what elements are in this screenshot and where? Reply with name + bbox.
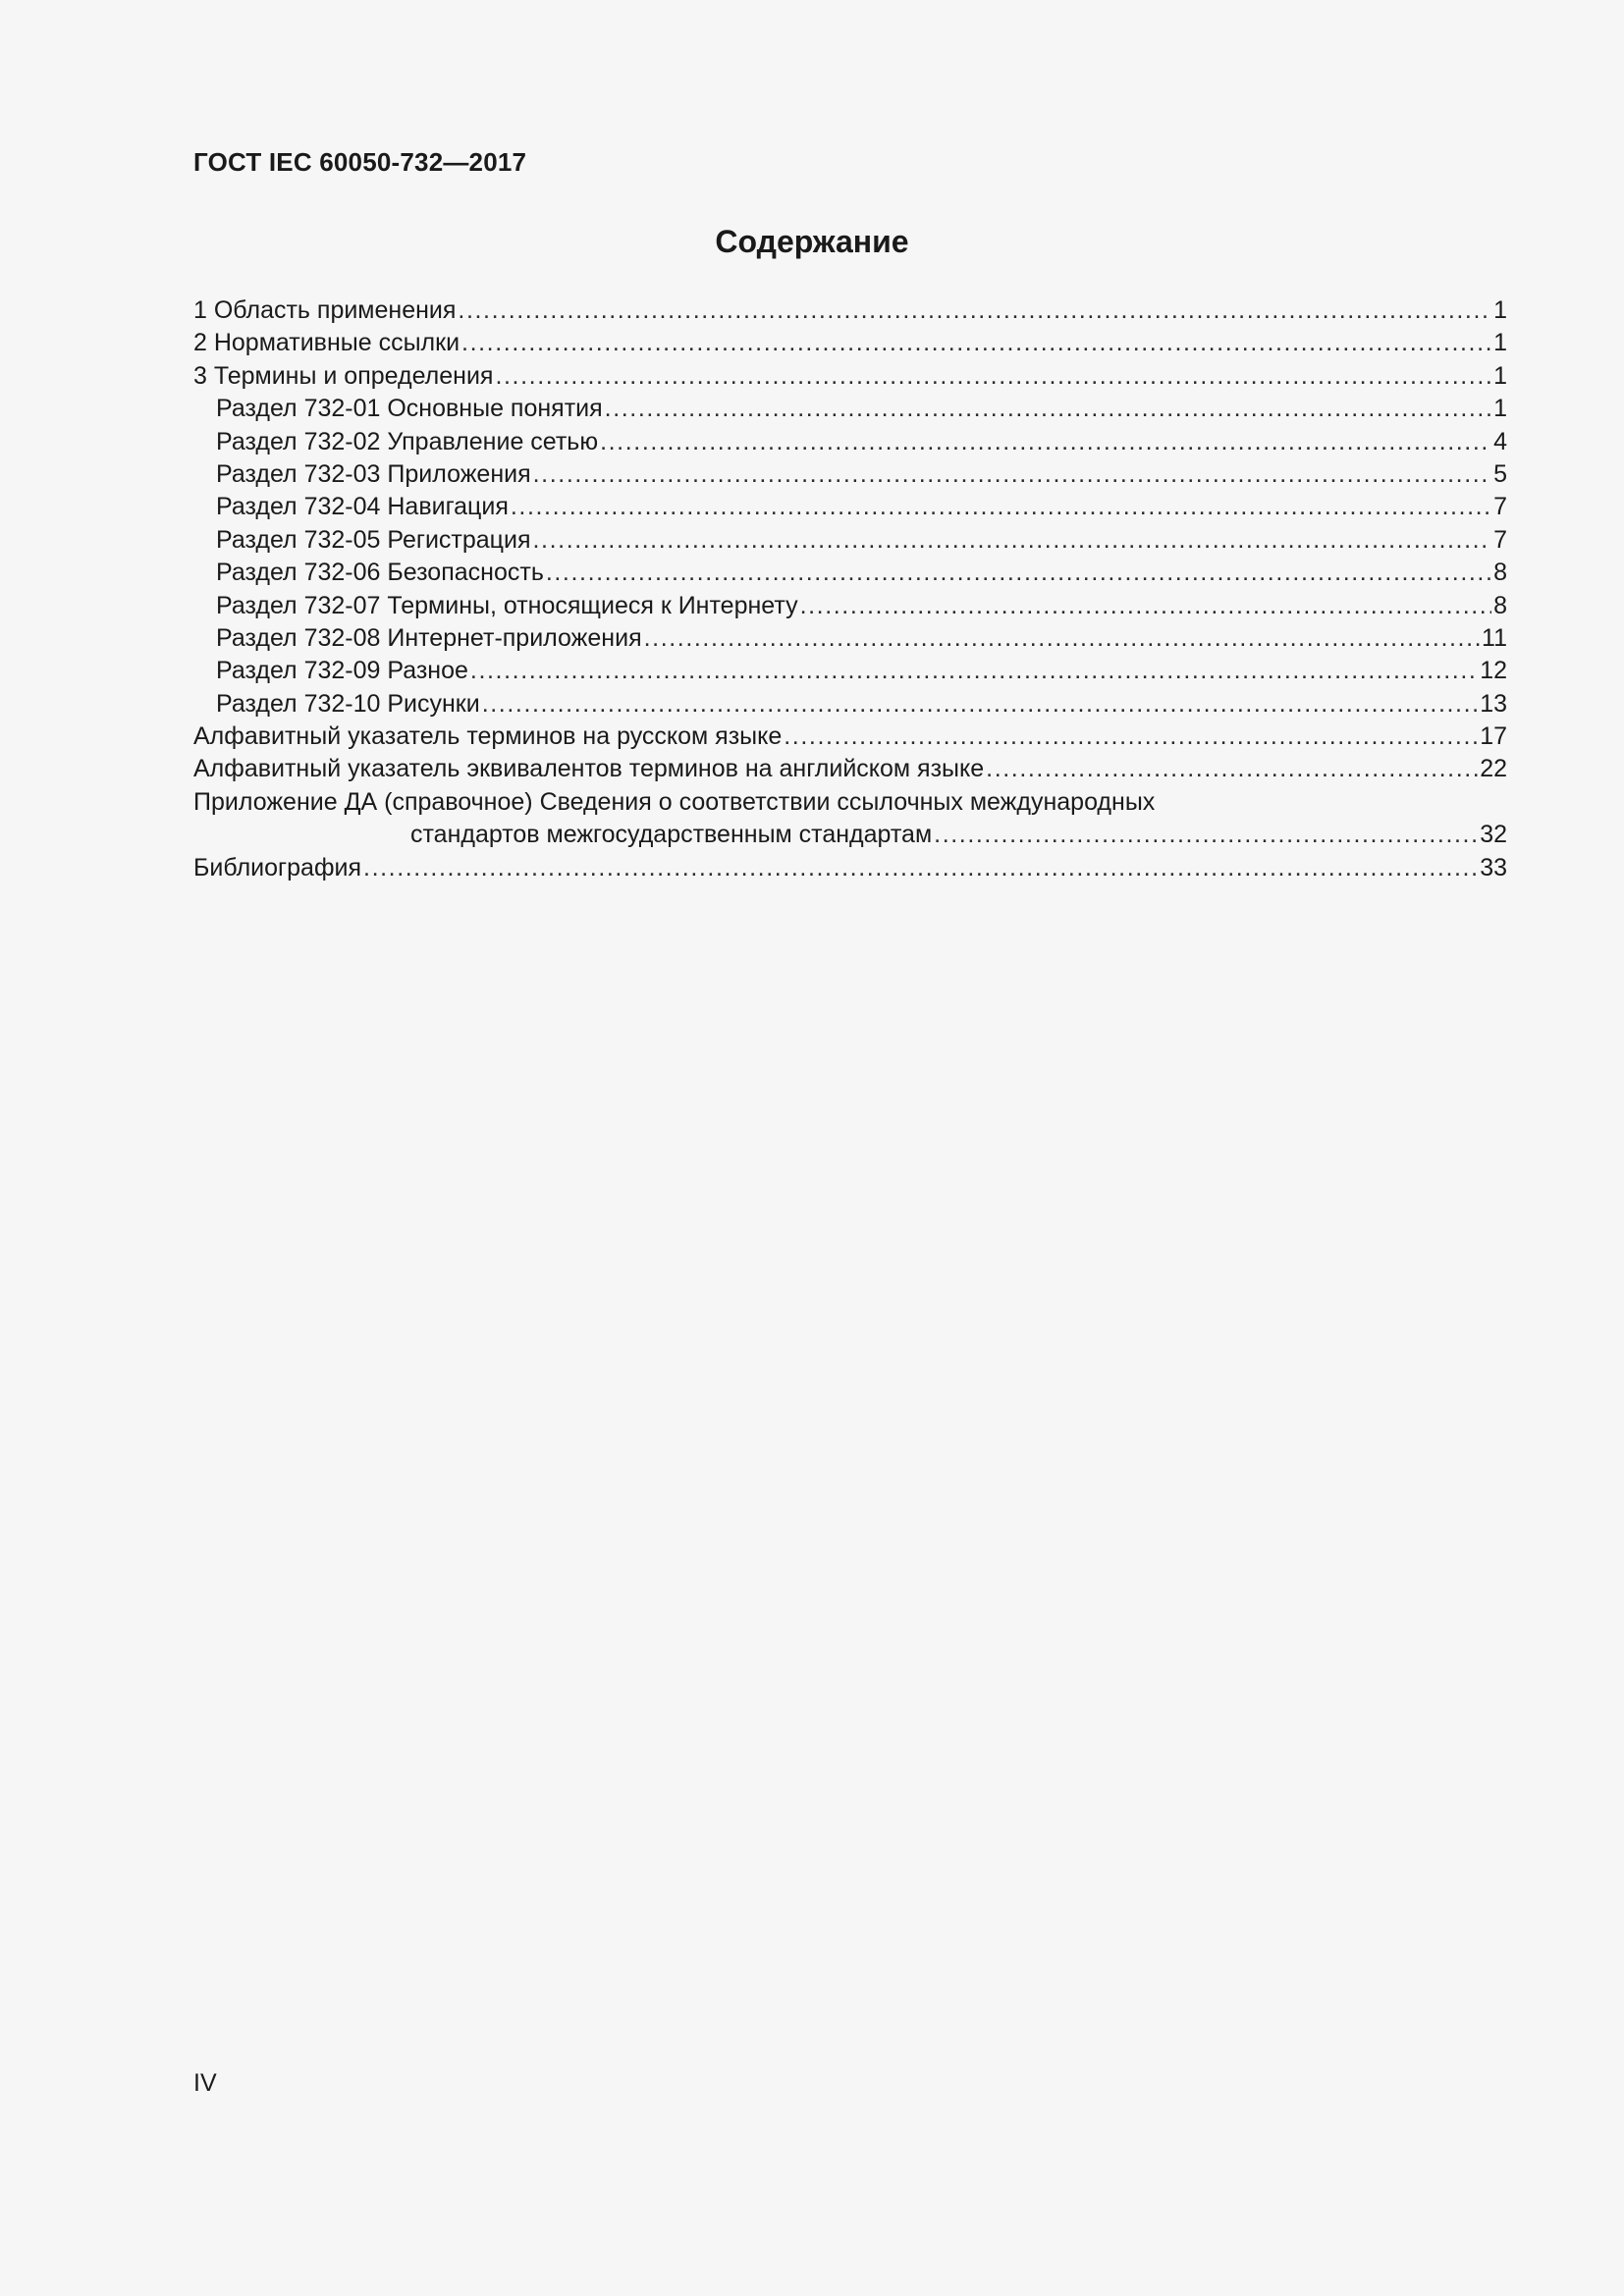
- toc-entry[interactable]: [193, 852, 1507, 884]
- toc-entry[interactable]: [193, 294, 1507, 327]
- leader-dots: [605, 393, 1491, 425]
- toc-entry-page: 1: [1493, 395, 1507, 423]
- leader-dots: [533, 524, 1492, 557]
- table-of-contents: [193, 294, 1507, 884]
- leader-dots: [800, 590, 1492, 622]
- toc-entry-page: 7: [1493, 493, 1507, 521]
- toc-entry[interactable]: [193, 655, 1507, 687]
- toc-entry[interactable]: [193, 426, 1507, 458]
- toc-entry-page: 13: [1480, 689, 1507, 718]
- toc-entry-label: Раздел 732-07 Термины, относящиеся к Интернету: [216, 591, 798, 619]
- leader-dots: [784, 721, 1478, 753]
- leader-dots: [533, 458, 1491, 491]
- leader-dots: [986, 753, 1478, 785]
- toc-entry-label: 2 Нормативные ссылки: [193, 329, 460, 357]
- page-number: IV: [193, 2069, 217, 2097]
- toc-entry-label: Раздел 732-02 Управление сетью: [216, 427, 599, 455]
- toc-entry-page: 1: [1493, 329, 1507, 357]
- toc-entry[interactable]: [193, 721, 1507, 753]
- toc-entry-page: 17: [1480, 722, 1507, 751]
- toc-entry-page: 5: [1493, 459, 1507, 488]
- toc-entry-label: Раздел 732-04 Навигация: [216, 493, 509, 521]
- document-code: ГОСТ IEC 60050-732—2017: [193, 147, 527, 177]
- toc-entry-label: Раздел 732-08 Интернет-приложения: [216, 623, 642, 652]
- toc-entry[interactable]: [193, 688, 1507, 721]
- toc-entry[interactable]: [193, 557, 1507, 589]
- leader-dots: [470, 655, 1478, 687]
- toc-entry[interactable]: [193, 524, 1507, 557]
- leader-dots: [363, 852, 1478, 884]
- leader-dots: [934, 819, 1478, 851]
- toc-entry-page: 1: [1493, 296, 1507, 324]
- toc-entry-label: Раздел 732-05 Регистрация: [216, 525, 531, 554]
- toc-entry[interactable]: [193, 393, 1507, 425]
- toc-entry-page: 22: [1480, 755, 1507, 783]
- toc-entry[interactable]: [193, 491, 1507, 523]
- leader-dots: [644, 622, 1480, 655]
- toc-entry-page: 33: [1480, 853, 1507, 881]
- toc-entry-label: Алфавитный указатель эквивалентов терминов на английском языке: [193, 755, 985, 783]
- toc-entry-label: Раздел 732-09 Разное: [216, 657, 468, 685]
- leader-dots: [600, 426, 1491, 458]
- toc-entry-label: Раздел 732-01 Основные понятия: [216, 395, 603, 423]
- leader-dots: [482, 688, 1478, 721]
- toc-entry-label: 3 Термины и определения: [193, 361, 494, 390]
- leader-dots: [461, 327, 1491, 359]
- toc-entry[interactable]: [193, 786, 1507, 852]
- toc-entry-page: 8: [1493, 591, 1507, 619]
- toc-entry-page: 8: [1493, 559, 1507, 587]
- toc-entry-page: 12: [1480, 657, 1507, 685]
- toc-entry-label: Библиография: [193, 853, 362, 881]
- toc-entry[interactable]: [193, 622, 1507, 655]
- toc-entry-label: Раздел 732-03 Приложения: [216, 459, 531, 488]
- toc-entry-page: 11: [1482, 623, 1507, 652]
- toc-entry-label-continued: стандартов межгосударственным стандартам: [410, 821, 933, 849]
- toc-entry-label: Алфавитный указатель терминов на русском языке: [193, 722, 783, 751]
- toc-entry-page: 7: [1493, 525, 1507, 554]
- toc-title: Содержание: [715, 224, 909, 259]
- toc-entry[interactable]: [193, 590, 1507, 622]
- toc-entry[interactable]: [193, 360, 1507, 393]
- leader-dots: [458, 294, 1491, 327]
- leader-dots: [546, 557, 1491, 589]
- toc-entry-page: 4: [1493, 427, 1507, 455]
- toc-entry-page: 1: [1493, 361, 1507, 390]
- toc-entry-label: Раздел 732-06 Безопасность: [216, 559, 544, 587]
- toc-entry-page: 32: [1480, 821, 1507, 849]
- toc-entry[interactable]: [193, 458, 1507, 491]
- toc-entry-label: Приложение ДА (справочное) Сведения о соответствии ссылочных международных: [193, 787, 1156, 816]
- toc-entry-label: Раздел 732-10 Рисунки: [216, 689, 480, 718]
- toc-entry[interactable]: [193, 753, 1507, 785]
- leader-dots: [511, 491, 1491, 523]
- leader-dots: [495, 360, 1491, 393]
- toc-entry[interactable]: [193, 327, 1507, 359]
- toc-entry-label: 1 Область применения: [193, 296, 457, 324]
